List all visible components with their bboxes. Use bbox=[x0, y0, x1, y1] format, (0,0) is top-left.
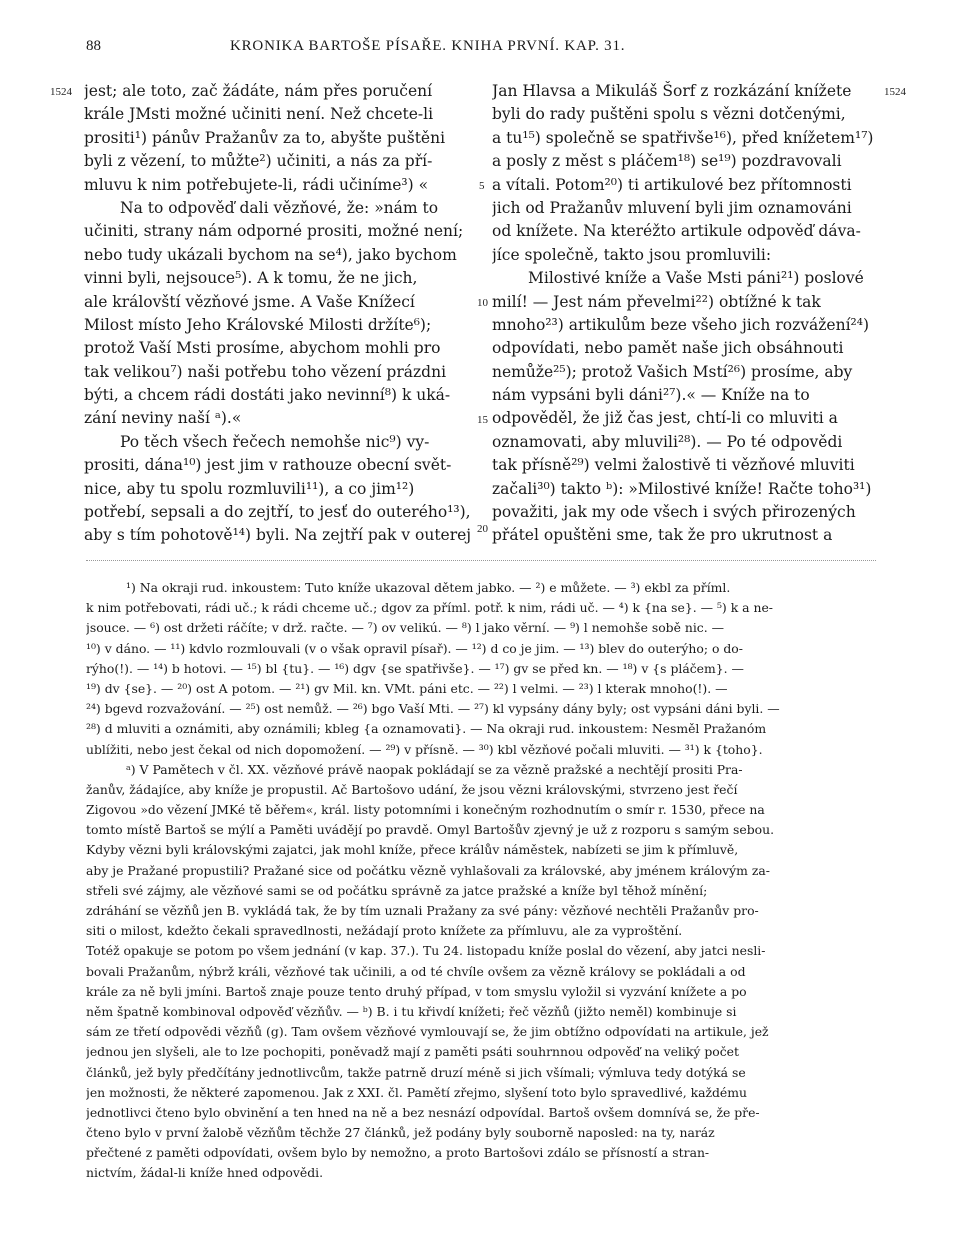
footnote-line: článků, jež byly předčítány jednotlivcům, takže patrně druzí méně si jich všímali; výmluva tedy dotýká se bbox=[86, 1064, 746, 1080]
text-line: nebo tudy ukázali bychom na se⁴), jako bychom bbox=[84, 245, 457, 264]
margin-year-right: 1524 bbox=[884, 86, 906, 98]
footnote-line: rýho(!). — ¹⁴) b hotovi. — ¹⁵) bl {tu}. — ¹⁶) dgv {se spatřivše}. — ¹⁷) gv se před kn. — ¹⁸) v {s pláčem}. — bbox=[86, 660, 744, 676]
text-line: vinni byli, nejsouce⁵). A k tomu, že ne jich, bbox=[84, 269, 418, 288]
text-line: mnoho²³) artikulům beze všeho jich rozvážení²⁴) bbox=[492, 315, 870, 334]
footnote-line: Kdyby vězni byli královskými zajatci, jak mohl kníže, přece králův náměstek, nabízeti se jim k přímluvě, bbox=[86, 842, 739, 858]
footnote-line: nictvím, žádal-li kníže hned odpovědi. bbox=[86, 1165, 324, 1181]
text-line: ale královští vězňové jsme. A Vaše Knížecí bbox=[84, 292, 415, 311]
footnote-line: střeli své zájmy, ale vězňové sami se od počátku správně za jatce pražské a kníže byl těhož mínění; bbox=[86, 882, 708, 898]
text-line: Milostivé kníže a Vaše Msti páni²¹) poslové bbox=[528, 269, 864, 288]
text-line: přátel opuštěni sme, tak že pro ukrutnost a bbox=[492, 526, 833, 545]
text-line: krále JMsti možné učiniti není. Než chcete-li bbox=[84, 105, 434, 124]
text-line: učiniti, strany nám odporné prositi, možné není; bbox=[84, 222, 464, 241]
text-line: nemůže²⁵); protož Vašich Mstí²⁶) prosíme, aby bbox=[492, 362, 853, 381]
footnote-line bbox=[86, 1184, 876, 1204]
text-line: nice, aby tu spolu rozmluvili¹¹), a co jim¹²) bbox=[84, 479, 415, 498]
text-line: jest; ale toto, zač žádáte, nám přes poručení bbox=[84, 82, 433, 100]
text-line: Na to odpověď dali vězňové, že: »nám to bbox=[120, 198, 439, 217]
text-line: aby s tím pohotově¹⁴) byli. Na zejtří pak v outerej bbox=[84, 526, 472, 545]
text-line: zání neviny naší ᵃ).« bbox=[84, 409, 242, 428]
text-line: tak velikou⁷) naši potřebu toho vězení prázdni bbox=[84, 362, 447, 381]
text-line: nám vypsáni byli dáni²⁷).« — Kníže na to bbox=[492, 386, 810, 405]
text-line: oznamovati, aby mluvili²⁸). — Po té odpovědi bbox=[492, 432, 843, 451]
running-header bbox=[0, 38, 960, 58]
footnote-line: ᵃ) V Pamětech v čl. XX. vězňové právě naopak pokládají se za vězně pražské a nechtějí prositi Pra- bbox=[126, 761, 743, 777]
running-title: KRONIKA BARTOŠE PÍSAŘE. KNIHA PRVNÍ. KAP. 31. bbox=[230, 38, 626, 54]
footnote-line: čteno bylo v první žalobě vězňům těchže 27 článků, jež podány byly souborně naposled: na ty, naráz bbox=[86, 1125, 715, 1141]
text-line: začali³⁰) takto ᵇ): »Milostivé kníže! Račte toho³¹) bbox=[492, 479, 872, 498]
text-line: protož Vaší Msti prosíme, abychom mohli pro bbox=[84, 339, 441, 358]
text-line: Milost místo Jeho Královské Milosti držíte⁶); bbox=[84, 315, 432, 334]
text-line: byli z vězení, to můžte²) učiniti, a nás za pří- bbox=[84, 152, 433, 171]
text-line: a posly z měst s pláčem¹⁸) se¹⁹) pozdravovali bbox=[492, 152, 842, 171]
text-line: od knížete. Na kteréžto artikule odpověď dáva- bbox=[492, 222, 861, 241]
footnote-line: krále za ně byli jmíni. Bartoš znaje pouze tento druhý případ, v tom smyslu vyložil si vyzvání knížete a po bbox=[86, 983, 747, 999]
footnote-line: zdráhání se vězňů jen B. vykládá tak, že by tím uznali Pražany za své pány: vězňové nechtěli Pražanův pro- bbox=[86, 903, 759, 918]
footnote-line: ublížiti, nebo jest čekal od nich dopomožení. — ²⁹) v přísně. — ³⁰) kbl vězňové počali mluviti. — ³¹) k {toho}. bbox=[86, 741, 763, 757]
right-text-column bbox=[492, 80, 877, 548]
line-number-20: 20 bbox=[477, 523, 488, 535]
footnote-line: přečtené z paměti odpovídati, ovšem bylo by nemožno, a proto Bartošovi zdálo se přísností a stran- bbox=[86, 1145, 710, 1161]
footnote-separator bbox=[86, 560, 876, 561]
text-line: potřebí, sepsali a do zejtří, to jesť do outerého¹³), bbox=[84, 503, 471, 522]
footnote-line: bovali Pražanům, nýbrž králi, vězňové tak učinili, a od té chvíle ovšem za vězně královy se pokládali a od bbox=[86, 963, 746, 979]
footnote-line: Totéž opakuje se potom po všem jednání (v kap. 37.). Tu 24. listopadu kníže poslal do vězení, aby jatci nesli- bbox=[86, 943, 766, 959]
text-line: mluvu k nim potřebujete-li, rádi učiníme³) « bbox=[84, 175, 429, 194]
text-line: prositi¹) pánův Pražanův za to, abyšte puštěni bbox=[84, 128, 446, 147]
text-line: a tu¹⁵) společně se spatřivše¹⁶), před knížetem¹⁷) bbox=[492, 128, 874, 147]
text-line: tak přísně²⁹) velmi žalostivě ti vězňové mluviti bbox=[492, 456, 855, 475]
text-line: býti, a chcem rádi dostáti jako nevinní⁸) k uká- bbox=[84, 386, 451, 405]
footnote-line: Zigovou »do vězení JMKé tě běřem«, král. listy potomními i konečným rozhodnutím o smír r. 1530, přece na bbox=[86, 802, 765, 818]
footnote-line: k nim potřebovati, rádi uč.; k rádi chceme uč.; dgov za příml. potř. k nim, rádi uč. — ⁴) k {na se}. — ⁵) k a ne- bbox=[86, 600, 773, 616]
text-line: Jan Hlavsa a Mikuláš Šorf z rozkázání knížete bbox=[492, 82, 852, 100]
line-number-15: 15 bbox=[477, 414, 488, 426]
footnote-line: siti o milost, kdežto čekali spravedlnosti, nežádají proto knížete za přímluvu, ale za vyproštění. bbox=[86, 923, 683, 939]
text-line: odpověděl, že již čas jest, chtí-li co mluviti a bbox=[492, 409, 838, 428]
margin-year-left: 1524 bbox=[50, 86, 72, 98]
footnote-line: něm špatně kombinoval odpověď vězňův. — ᵇ) B. i tu křivdí knížeti; řeč vězňů (jižto neměl) kombinuje si bbox=[86, 1003, 737, 1019]
text-line: jich od Pražanův mluvení byli jim oznamováni bbox=[492, 198, 852, 217]
text-line: byli do rady puštěni spolu s vězni dotčenými, bbox=[492, 105, 846, 124]
line-number-10: 10 bbox=[477, 297, 488, 309]
footnote-line: jen možnosti, že některé zapomenou. Jak z XXI. čl. Pamětí zřejmo, slyšení toto bylo spravedlivé, každému bbox=[86, 1084, 747, 1100]
footnote-line: ¹⁹) dv {se}. — ²⁰) ost A potom. — ²¹) gv Mil. kn. VMt. páni etc. — ²²) l velmi. — ²³) l kterak mnoho(!). — bbox=[86, 680, 728, 696]
footnote-line: sám ze třetí odpovědi vězňů (g). Tam ovšem vězňové vymlouvají se, že jim obtížno odpovídati na artikule, jež bbox=[86, 1024, 769, 1040]
text-line: považiti, jak my ode všech i svých přirozených bbox=[492, 503, 856, 522]
page-number: 88 bbox=[86, 38, 101, 54]
footnote-line: ²⁸) d mluviti a oznámiti, aby oznámili; kbleg {a oznamovati}. — Na okraji rud. inkoustem: Nesměl Pražanóm bbox=[86, 721, 767, 737]
footnotes bbox=[86, 578, 876, 1204]
footnote-line: jednotlivci čteno bylo obvinění a ten hned na ně a bez nesnází odpovídal. Bartoš ovšem domnívá se, že pře- bbox=[86, 1104, 760, 1120]
left-text-column bbox=[84, 80, 472, 548]
line-number-5: 5 bbox=[479, 180, 485, 192]
text-line: prositi, dána¹⁰) jest jim v rathouze obecní svět- bbox=[84, 456, 452, 475]
footnote-line: jsouce. — ⁶) ost držeti ráčíte; v drž. račte. — ⁷) ov velikú. — ⁸) l jako věrní. — ⁹) l nemohše sobě nic. — bbox=[86, 620, 725, 636]
text-line: milí! — Jest nám převelmi²²) obtížné k tak bbox=[492, 292, 821, 311]
text-line: jíce společně, takto jsou promluvili: bbox=[492, 245, 772, 264]
footnote-line: žanův, žádajíce, aby kníže je propustil. Ač Bartošovo udání, že jsou vězni královskými, stvrzeno jest řečí bbox=[86, 781, 738, 797]
footnote-line: ¹⁰) v dáno. — ¹¹) kdvlo rozmlouvali (v o však opravil písař). — ¹²) d co je jim. — ¹³) blev do outerýho; o do- bbox=[86, 640, 743, 656]
text-line: Po těch všech řečech nemohše nic⁹) vy- bbox=[120, 432, 430, 451]
footnote-line: aby je Pražané propustili? Pražané sice od počátku vězně vyhlašovali za královské, aby jménem královým za- bbox=[86, 862, 770, 878]
footnote-line: ¹) Na okraji rud. inkoustem: Tuto kníže ukazoval dětem jabko. — ²) e můžete. — ³) ekbl za příml. bbox=[126, 580, 731, 595]
text-line: a vítali. Potom²⁰) ti artikulové bez přítomnosti bbox=[492, 175, 852, 194]
footnote-line: tomto místě Bartoš se mýlí a Paměti uvádějí po pravdě. Omyl Bartošův zjevný je už z rozporu s samým sebou. bbox=[86, 822, 775, 838]
footnote-line: jednou jen slyšeli, ale to lze pochopiti, poněvadž mají z paměti psáti souhrnnou odpověď na veliký počet bbox=[86, 1044, 739, 1060]
text-line: odpovídati, nebo pamět naše jich obsáhnouti bbox=[492, 339, 844, 358]
footnote-line: ²⁴) bgevd rozvažování. — ²⁵) ost nemůž. — ²⁶) bgo Vaší Mti. — ²⁷) kl vypsány dány byly; ost vypsáni dáni byli. — bbox=[86, 701, 780, 717]
